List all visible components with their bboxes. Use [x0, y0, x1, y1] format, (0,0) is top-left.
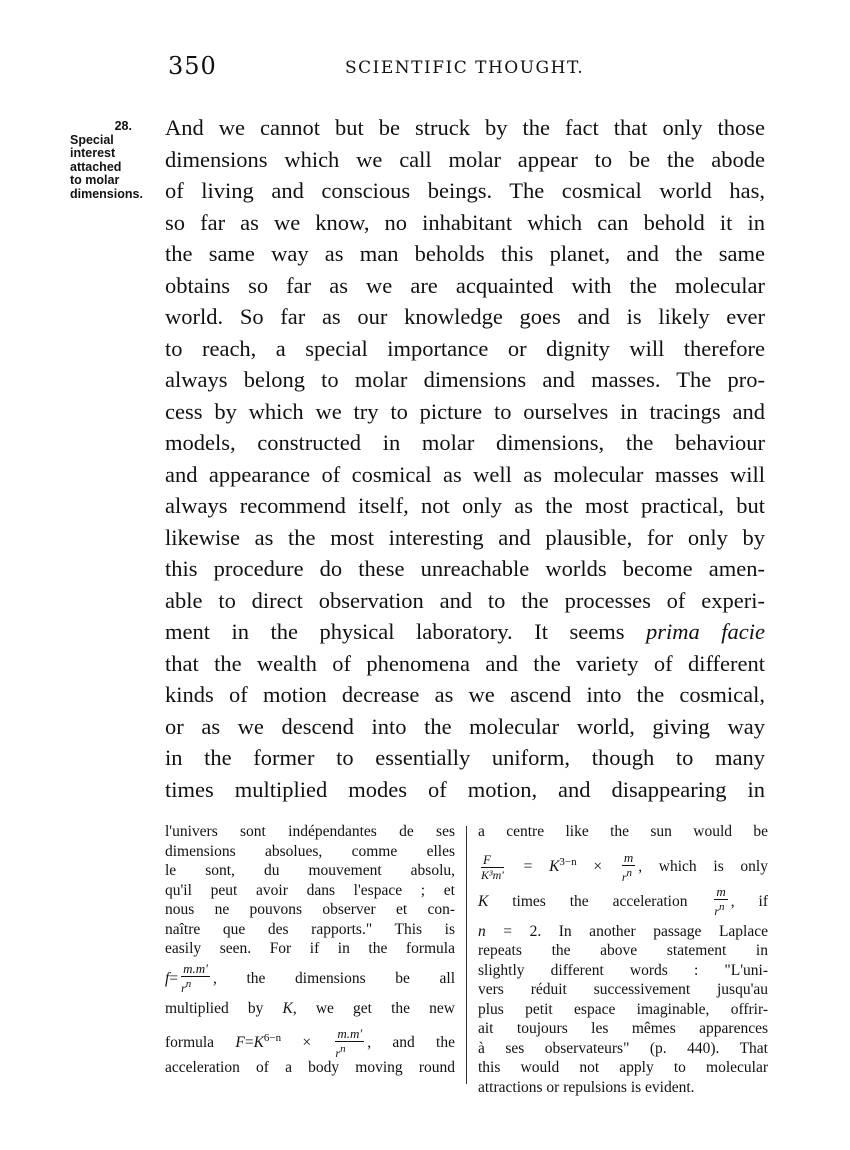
fraction-numerator: m.m′: [337, 1026, 363, 1042]
exponent: n: [340, 1043, 346, 1056]
exponent: n: [719, 901, 725, 914]
footnote-line: vers réduit successivement jusqu'au: [478, 981, 768, 998]
footnote-line: a centre like the sun would be: [478, 823, 768, 840]
footnote-left-column: [165, 822, 455, 1078]
formula-symbol: K: [253, 1034, 264, 1052]
text-line: and appearance of cosmical as well as molecular masses will: [165, 461, 765, 487]
exponent: n: [626, 866, 632, 879]
fraction-numerator: m: [716, 884, 726, 900]
text-line: this procedure do these unreachable worlds become amen-: [165, 556, 765, 581]
footnote-line: [478, 922, 768, 942]
footnote-line: ait toujours les mêmes apparences: [478, 1020, 768, 1037]
margin-note-line: attached: [70, 159, 122, 174]
text-line: in the former to essentially uniform, though to many: [165, 745, 765, 770]
text-line: [165, 616, 765, 648]
text-line: of living and conscious beings. The cosmical world has,: [165, 178, 765, 203]
formula-tail: , the dimensions be all: [212, 969, 455, 987]
fraction-denominator: [714, 900, 727, 918]
text-line: times multiplied modes of motion, and disappearing in: [165, 776, 765, 802]
text-line: that the wealth of phenomena and the variety of different: [165, 650, 765, 676]
fraction: [181, 962, 210, 995]
margin-note: [70, 120, 154, 201]
text-segment: =: [506, 857, 550, 875]
footnote-line: this would not apply to molecular: [478, 1059, 768, 1076]
margin-note-line: dimensions.: [70, 186, 143, 201]
main-text: [165, 112, 765, 805]
margin-note-number: 28.: [114, 119, 132, 133]
text-line: kinds of motion decrease as we ascend into the cosmical,: [165, 682, 765, 707]
formula-symbol: K: [478, 892, 489, 910]
exponent: n: [185, 978, 192, 991]
footnote-line: à ses observateurs" (p. 440). That: [478, 1039, 768, 1057]
text-line: always belong to molar dimensions and masses. The pro-: [165, 367, 765, 392]
denominator-base: r: [714, 904, 720, 919]
text-line: able to direct observation and to the processes of experi-: [165, 587, 765, 613]
text-segment: ×: [281, 1034, 333, 1052]
margin-note-line: Special: [70, 132, 114, 147]
fraction-numerator: m: [623, 849, 634, 865]
text-segment: multiplied by: [165, 999, 283, 1017]
footnote-line: repeats the above statement in: [478, 942, 768, 959]
text-segment: = 2. In another passage Laplace: [485, 922, 768, 940]
text-line: dimensions which we call molar appear to be the abode: [165, 146, 765, 172]
denominator-base: r: [181, 981, 186, 996]
formula-symbol: F: [235, 1034, 245, 1052]
footnote-line: attractions or repulsions is evident.: [478, 1078, 695, 1096]
fraction: [481, 853, 504, 882]
fraction-denominator: [622, 866, 635, 884]
exponent: 6−n: [263, 1032, 282, 1044]
text-line: obtains so far as we are acquainted with the molecular: [165, 272, 765, 298]
text-line: always recommend itself, not only as the most practical, but: [165, 493, 765, 518]
footnote-line: easily seen. For if in the formula: [165, 940, 455, 957]
formula-tail: , and the: [367, 1034, 455, 1052]
fraction-numerator: F: [481, 853, 504, 868]
text-line: world. So far as our knowledge goes and is likely ever: [165, 304, 765, 329]
fraction: [335, 1027, 364, 1060]
exponent: 3−n: [559, 855, 577, 868]
text-line: the same way as man beholds this planet, and the same: [165, 241, 765, 266]
fraction-denominator: K³m′: [481, 867, 504, 882]
text-segment: ment in the physical laboratory. It seems: [165, 619, 625, 644]
page-number: 350: [168, 52, 217, 80]
fraction-numerator: m.m′: [183, 961, 208, 977]
footnote-line: qu'il peut avoir dans l'espace ; et: [165, 881, 455, 899]
margin-note-line: interest: [70, 146, 116, 160]
formula-symbol: K: [282, 999, 293, 1017]
formula-symbol: n: [478, 922, 486, 940]
formula-line: [478, 842, 768, 882]
footnote-line: slightly different words : "L'uni-: [478, 961, 768, 979]
text-segment: ×: [576, 857, 619, 875]
footnote-line: dimensions absolues, comme elles: [165, 842, 455, 860]
denominator-base: r: [335, 1046, 341, 1061]
text-line: cess by which we try to picture to ourselves in tracings and: [165, 398, 765, 424]
text-line: likewise as the most interesting and plausible, for only by: [165, 524, 765, 550]
text-line: to reach, a special importance or dignity will therefore: [165, 335, 765, 361]
footnote-line: le sont, du mouvement absolu,: [165, 862, 455, 879]
footnote-line: naître que des rapports." This is: [165, 920, 455, 938]
text-segment: formula: [165, 1034, 236, 1052]
footnote-right-column: [478, 822, 768, 1097]
text-line: or as we descend into the molecular world, giving way: [165, 713, 765, 739]
text-line: models, constructed in molar dimensions, the behaviour: [165, 430, 765, 455]
fraction: [714, 885, 727, 918]
formula-line: f= $\frac{m.m'}{rn}$ , the dimensions be all: [165, 961, 455, 996]
footnote-line: plus petit espace imaginable, offrir-: [478, 1000, 768, 1018]
text-line: so far as we know, no inhabitant which can behold it in: [165, 209, 765, 235]
denominator-base: r: [621, 869, 627, 884]
fraction-denominator: [181, 977, 210, 995]
italic-phrase: prima facie: [646, 619, 766, 644]
running-title: SCIENTIFIC THOUGHT.: [345, 58, 585, 78]
margin-note-line: to molar: [70, 173, 120, 187]
fraction: [622, 851, 635, 884]
text-segment: times the acceleration: [488, 892, 712, 910]
footnote-line: l'univers sont indépendantes de ses: [165, 823, 455, 840]
formula-symbol: K: [549, 857, 560, 875]
formula-tail: , if: [730, 892, 768, 910]
text-segment: =: [244, 1034, 254, 1052]
text-line: And we cannot but be struck by the fact that only those: [165, 115, 765, 140]
footnote-line: [165, 999, 455, 1019]
formula-symbol: f: [165, 969, 170, 987]
formula-tail: , which is only: [638, 857, 768, 875]
formula-line: [478, 882, 768, 922]
formula-line: [165, 1018, 455, 1061]
page-header: [0, 52, 850, 92]
footnote-line: nous ne pouvons observer et con-: [165, 901, 455, 918]
footnote-line: acceleration of a body moving round: [165, 1059, 455, 1076]
text-segment: , we get the new: [292, 999, 455, 1017]
footnote-divider: [466, 826, 467, 1084]
